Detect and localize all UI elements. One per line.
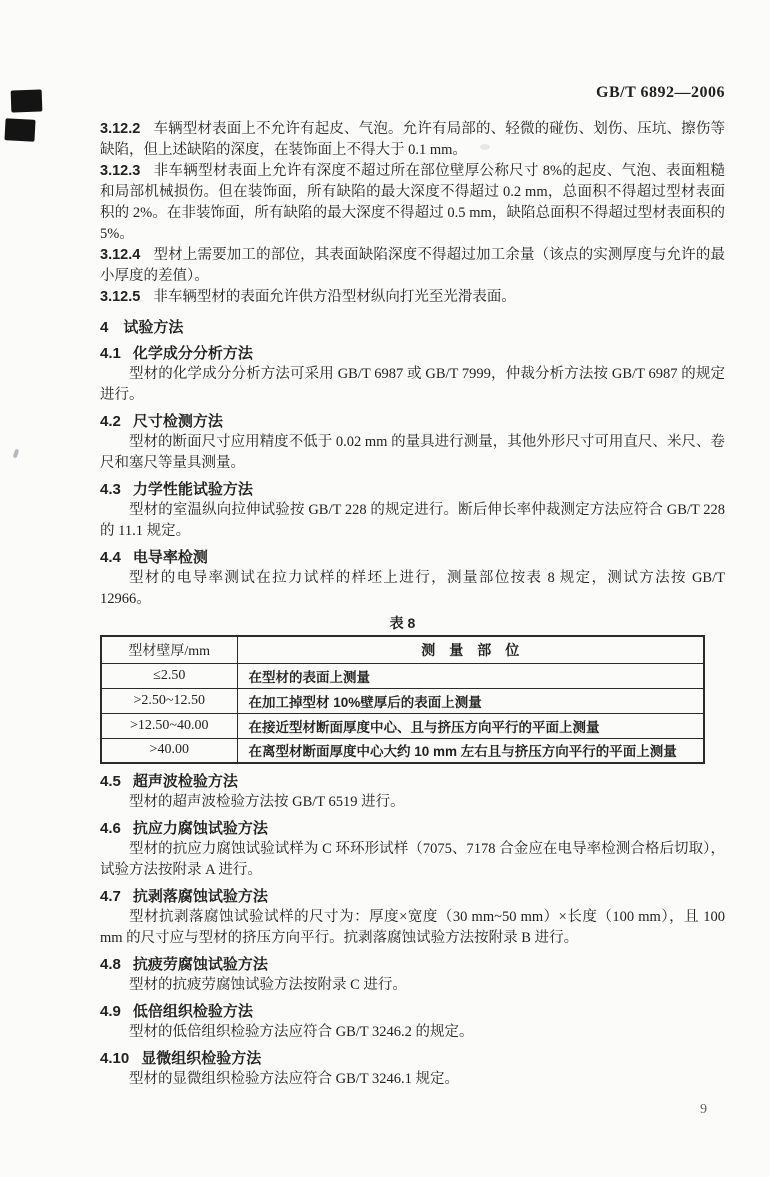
- table-header-row: [101, 636, 704, 663]
- clause-number: 3.12.4: [100, 247, 141, 263]
- wall-thickness-value: >12.50~40.00: [101, 713, 237, 738]
- subsection-number: 4.4: [100, 549, 121, 566]
- subsection-4-7-paragraph: 型材抗剥落腐蚀试验试样的尺寸为：厚度×宽度（30 mm~50 mm）×长度（100 mm），且 100 mm 的尺寸应与型材的挤压方向平行。抗剥落腐蚀试验方法按附录 B 进行。: [100, 909, 725, 946]
- subsection-number: 4.2: [100, 413, 121, 430]
- wall-thickness-value: >2.50~12.50: [101, 688, 237, 713]
- measurement-location-value: 在离型材断面厚度中心大约 10 mm 左右且与挤压方向平行的平面上测量: [237, 738, 704, 763]
- scan-artifact-mark: [11, 89, 43, 112]
- section-4-heading: [100, 317, 725, 338]
- subsection-number: 4.8: [100, 956, 121, 973]
- subsection-4-9-paragraph: 型材的低倍组织检验方法应符合 GB/T 3246.2 的规定。: [129, 1024, 474, 1040]
- subsection-4-5-paragraph: 型材的超声波检验方法按 GB/T 6519 进行。: [129, 794, 405, 810]
- section-title: 试验方法: [123, 319, 184, 336]
- subsection-number: 4.3: [100, 481, 121, 498]
- subsection-4-6-paragraph: 型材的抗应力腐蚀试验试样为 C 环环形试样（7075、7178 合金应在电导率检测合格后切取），试验方法按附录 A 进行。: [100, 841, 725, 878]
- scan-speck: [13, 449, 20, 459]
- table-8-caption: 表 8: [389, 615, 416, 631]
- clause-text: 型材上需要加工的部位，其表面缺陷深度不得超过加工余量（该点的实测厚度与允许的最小厚度的差值）。: [100, 247, 725, 284]
- subsection-title: 力学性能试验方法: [132, 481, 253, 498]
- clause-3-12-3: [100, 161, 725, 245]
- clause-text: 非车辆型材的表面允许供方沿型材纵向打光至光滑表面。: [153, 289, 516, 305]
- subsection-4-2-heading: [100, 411, 725, 432]
- subsection-title: 抗剥落腐蚀试验方法: [132, 888, 268, 905]
- subsection-4-8-heading: [100, 954, 725, 975]
- subsection-4-1-heading: [100, 343, 725, 364]
- subsection-4-6-heading: [100, 818, 725, 839]
- column-header-wall-thickness: 型材壁厚/mm: [101, 636, 237, 663]
- subsection-title: 电导率检测: [132, 549, 208, 566]
- subsection-4-10-heading: [100, 1048, 725, 1069]
- scan-artifact-mark: [4, 118, 35, 142]
- subsection-4-5-heading: [100, 771, 725, 792]
- subsection-title: 低倍组织检验方法: [132, 1003, 253, 1020]
- clause-3-12-5: [100, 287, 725, 308]
- clause-number: 3.12.5: [100, 289, 141, 305]
- subsection-4-3-heading: [100, 479, 725, 500]
- wall-thickness-value: ≤2.50: [101, 663, 237, 688]
- page-number: 9: [700, 1102, 707, 1117]
- scan-speck: [480, 144, 490, 150]
- subsection-4-7-heading: [100, 886, 725, 907]
- section-number: 4: [100, 319, 109, 336]
- clause-number: 3.12.2: [100, 121, 141, 137]
- subsection-number: 4.1: [100, 345, 121, 362]
- subsection-4-4-paragraph: 型材的电导率测试在拉力试样的样坯上进行，测量部位按表 8 规定，测试方法按 GB/T 12966。: [100, 570, 725, 607]
- clause-number: 3.12.3: [100, 163, 141, 179]
- subsection-number: 4.10: [100, 1050, 130, 1067]
- subsection-number: 4.5: [100, 773, 121, 790]
- subsection-number: 4.6: [100, 820, 121, 837]
- table-row: [101, 688, 704, 713]
- subsection-title: 超声波检验方法: [132, 773, 238, 790]
- clause-3-12-4: [100, 245, 725, 287]
- measurement-location-value: 在加工掉型材 10%壁厚后的表面上测量: [237, 688, 704, 713]
- column-header-measurement-location: 测 量 部 位: [237, 636, 704, 663]
- subsection-title: 抗疲劳腐蚀试验方法: [132, 956, 268, 973]
- subsection-4-10-paragraph: 型材的显微组织检验方法应符合 GB/T 3246.1 规定。: [129, 1071, 460, 1087]
- subsection-4-1-paragraph: 型材的化学成分分析方法可采用 GB/T 6987 或 GB/T 7999，仲裁分析方法按 GB/T 6987 的规定进行。: [100, 366, 725, 403]
- subsection-4-2-paragraph: 型材的断面尺寸应用精度不低于 0.02 mm 的量具进行测量，其他外形尺寸可用直尺、米尺、卷尺和塞尺等量具测量。: [100, 434, 725, 471]
- clause-text: 车辆型材表面上不允许有起皮、气泡。允许有局部的、轻微的碰伤、划伤、压坑、擦伤等缺陷，但上述缺陷的深度，在装饰面上不得大于 0.1 mm。: [100, 121, 725, 158]
- subsection-4-3-paragraph: 型材的室温纵向拉伸试验按 GB/T 228 的规定进行。断后伸长率仲裁测定方法应符合 GB/T 228 的 11.1 规定。: [100, 502, 725, 539]
- subsection-4-8-paragraph: 型材的抗疲劳腐蚀试验方法按附录 C 进行。: [129, 977, 407, 993]
- standard-number-header: GB/T 6892—2006: [596, 84, 725, 101]
- measurement-location-value: 在型材的表面上测量: [237, 663, 704, 688]
- subsection-4-4-heading: [100, 547, 725, 568]
- measurement-location-value: 在接近型材断面厚度中心、且与挤压方向平行的平面上测量: [237, 713, 704, 738]
- subsection-title: 化学成分分析方法: [132, 345, 253, 362]
- clause-3-12-2: [100, 119, 725, 161]
- document-content: [100, 119, 725, 1090]
- subsection-number: 4.9: [100, 1003, 121, 1020]
- clause-text: 非车辆型材表面上允许有深度不超过所在部位壁厚公称尺寸 8%的起皮、气泡、表面粗糙和局部机械损伤。但在装饰面，所有缺陷的最大深度不得超过 0.2 mm，总面积不得超过型材表面积的 2%。在非装饰面，所有缺陷的最大深度不得超过 0.5 mm，缺陷总面积不得超过型材表面积的 5%。: [100, 163, 725, 242]
- subsection-4-9-heading: [100, 1001, 725, 1022]
- wall-thickness-value: >40.00: [101, 738, 237, 763]
- subsection-title: 尺寸检测方法: [132, 413, 223, 430]
- subsection-title: 显微组织检验方法: [141, 1050, 262, 1067]
- subsection-number: 4.7: [100, 888, 121, 905]
- table-row: [101, 713, 704, 738]
- table-8: [100, 635, 705, 764]
- table-row: [101, 663, 704, 688]
- table-row: [101, 738, 704, 763]
- subsection-title: 抗应力腐蚀试验方法: [132, 820, 268, 837]
- document-page: [0, 83, 770, 1177]
